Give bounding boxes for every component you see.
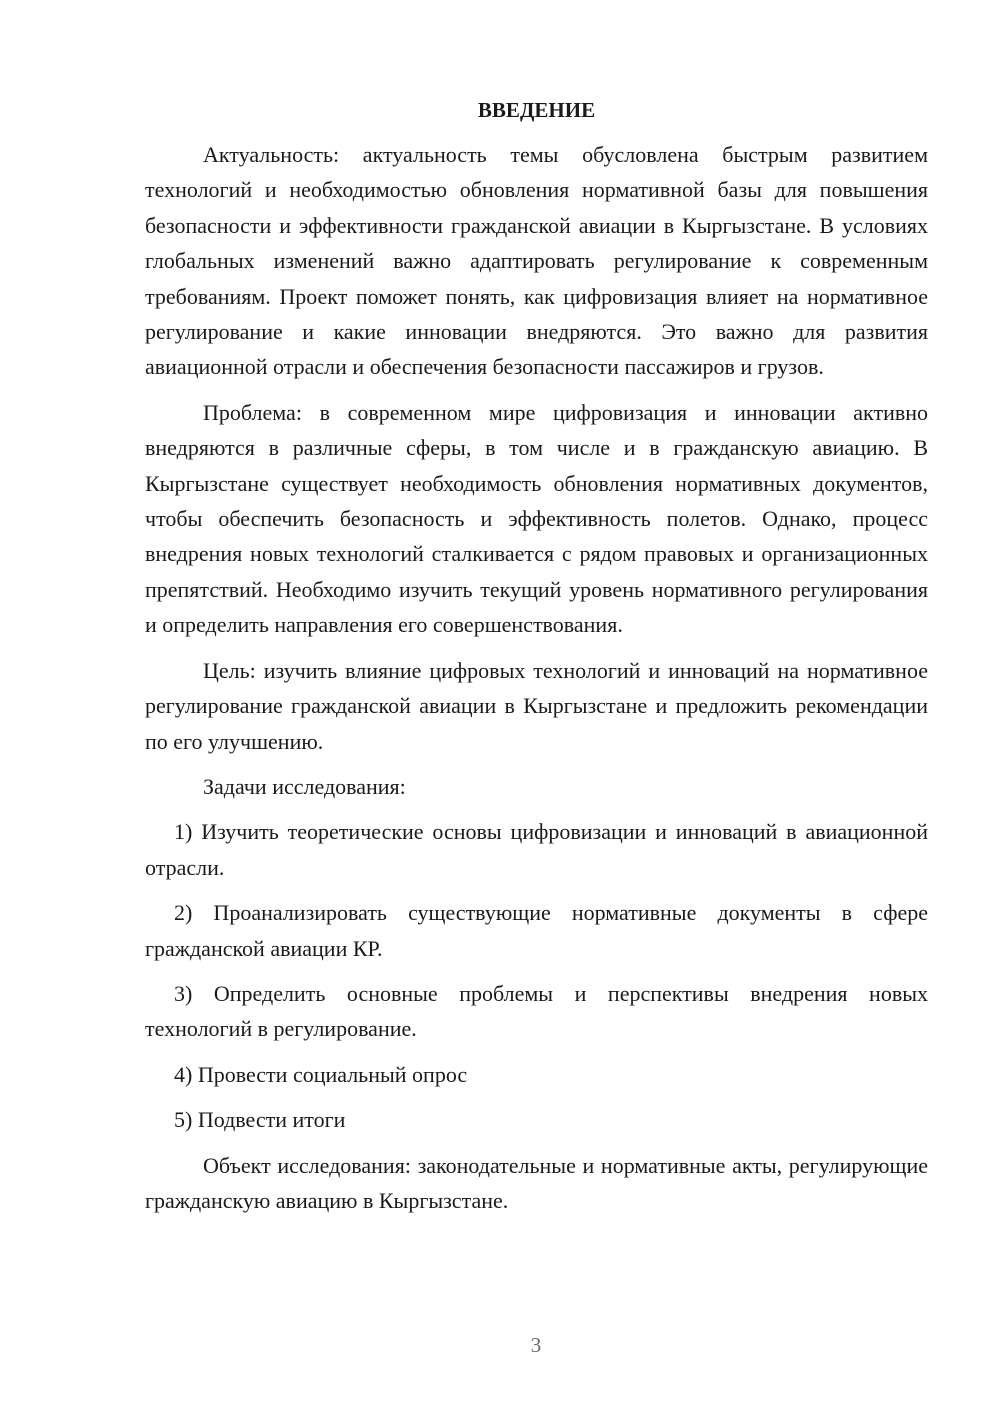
- page-number: 3: [530, 1333, 542, 1357]
- task-item-1: 1) Изучить теоретические основы цифровизации и инноваций в авиационной отрасли.: [145, 819, 928, 880]
- problem-paragraph: Проблема: в современном мире цифровизация и инновации активно внедряются в различные сферы, в том числе и в гражданскую авиацию. В Кыргызстане существует необходимость обновления нормативных документов, чтобы обеспечить безопасность и эффективность полетов. Однако, процесс внедрения новых технологий сталкивается с рядом правовых и организационных препятствий. Необходимо изучить текущий уровень нормативного регулирования и определить направления его совершенствования.: [145, 399, 928, 638]
- goal-paragraph: Цель: изучить влияние цифровых технологий и инноваций на нормативное регулирование гражданской авиации в Кыргызстане и предложить рекомендации по его улучшению.: [145, 657, 928, 754]
- task-item-4: 4) Провести социальный опрос: [174, 1061, 468, 1087]
- section-heading: ВВЕДЕНИЕ: [477, 98, 596, 122]
- tasks-heading: Задачи исследования:: [203, 773, 406, 799]
- actuality-paragraph: Актуальность: актуальность темы обусловлена быстрым развитием технологий и необходимостью обновления нормативной базы для повышения безопасности и эффективности гражданской авиации в Кыргызстане. В условиях глобальных изменений важно адаптировать регулирование к современным требованиям. Проект поможет понять, как цифровизация влияет на нормативное регулирование и какие инновации внедряются. Это важно для развития авиационной отрасли и обеспечения безопасности пассажиров и грузов.: [145, 142, 928, 380]
- task-item-2: 2) Проанализировать существующие нормативные документы в сфере гражданской авиации КР.: [145, 900, 928, 961]
- object-paragraph: Объект исследования: законодательные и нормативные акты, регулирующие гражданскую авиацию в Кыргызстане.: [145, 1152, 928, 1213]
- page-content: [145, 93, 928, 1228]
- task-item-5: 5) Подвести итоги: [174, 1107, 346, 1133]
- task-item-3: 3) Определить основные проблемы и перспективы внедрения новых технологий в регулирование.: [145, 980, 928, 1042]
